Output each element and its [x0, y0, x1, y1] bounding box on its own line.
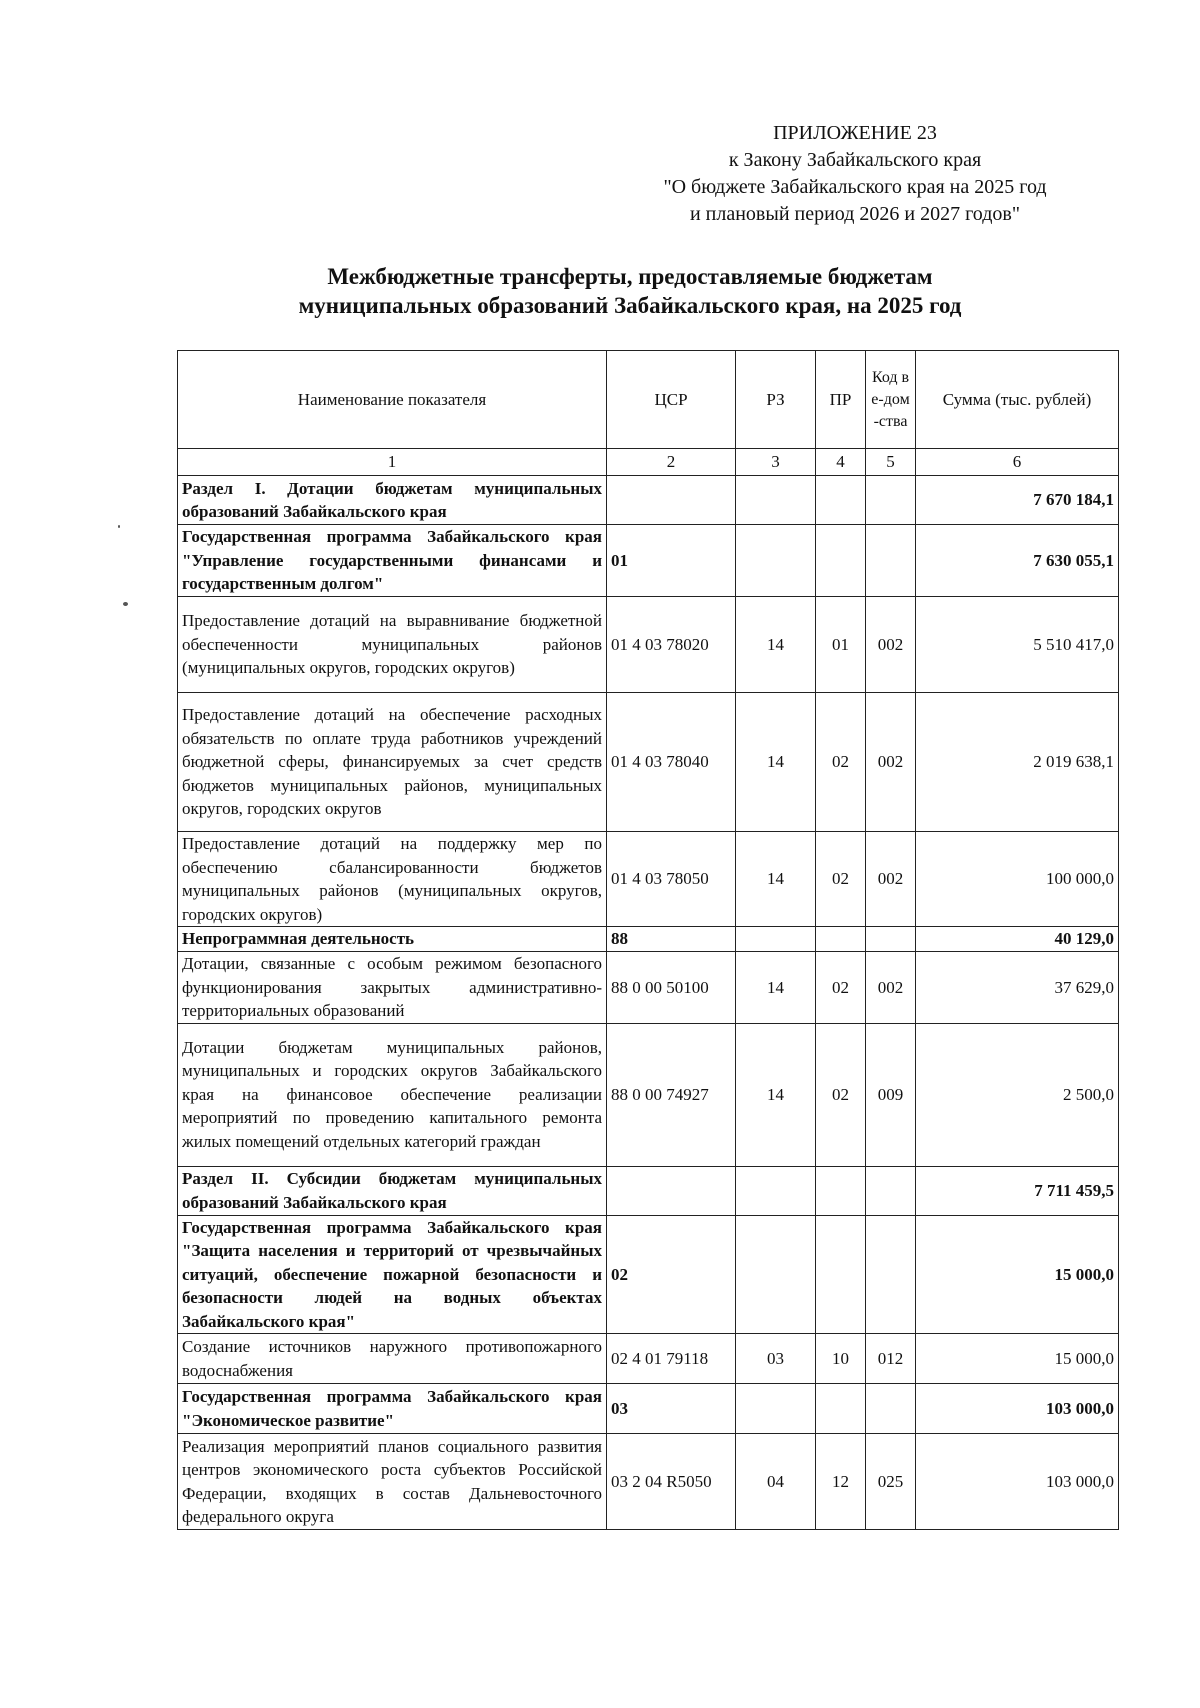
transfers-table: [177, 350, 1119, 1530]
appendix-header: [610, 120, 1100, 228]
row-csr: [607, 1166, 736, 1215]
appendix-law-ref: к Закону Забайкальского края: [728, 149, 982, 171]
row-sum: 5 510 417,0: [916, 597, 1119, 693]
column-number: 5: [866, 449, 916, 476]
row-csr: 88 0 00 50100: [607, 952, 736, 1024]
row-pr: 12: [816, 1434, 866, 1530]
row-sum: 7 711 459,5: [916, 1166, 1119, 1215]
row-name: Дотации, связанные с особым режимом безопасного функционирования закрытых административно-территориальных образований: [178, 952, 607, 1024]
row-rz: 14: [736, 952, 816, 1024]
row-pr: [816, 1215, 866, 1334]
header-department-code-text: Код ве-дом-ства: [871, 368, 910, 430]
column-number: 1: [178, 449, 607, 476]
row-rz: [736, 1384, 816, 1434]
row-name: Создание источников наружного противопожарного водоснабжения: [178, 1334, 607, 1384]
document-title: [200, 262, 1060, 320]
row-pr: [816, 525, 866, 597]
table-header-row: [178, 351, 1119, 449]
row-csr: 03: [607, 1384, 736, 1434]
table-row: [178, 476, 1119, 525]
row-sum: 2 500,0: [916, 1023, 1119, 1166]
column-number: 2: [607, 449, 736, 476]
row-name: Предоставление дотаций на поддержку мер по обеспечению сбалансированности бюджетов муниципальных районов (муниципальных округов, городских округов): [178, 832, 607, 927]
header-csr: ЦСР: [607, 351, 736, 449]
appendix-law-title: "О бюджете Забайкальского края на 2025 год: [663, 176, 1047, 198]
row-pr: 01: [816, 597, 866, 693]
appendix-number: ПРИЛОЖЕНИЕ 23: [773, 122, 937, 144]
table-row: [178, 693, 1119, 832]
header-name: Наименование показателя: [178, 351, 607, 449]
row-csr: [607, 476, 736, 525]
row-pr: 10: [816, 1334, 866, 1384]
row-sum: 37 629,0: [916, 952, 1119, 1024]
row-csr: 02: [607, 1215, 736, 1334]
row-department-code: 002: [866, 597, 916, 693]
appendix-law-period: и плановый период 2026 и 2027 годов": [689, 203, 1021, 225]
row-csr: 01 4 03 78050: [607, 832, 736, 927]
table-row: [178, 832, 1119, 927]
header-sum: Сумма (тыс. рублей): [916, 351, 1119, 449]
column-number-row: [178, 449, 1119, 476]
row-csr: 01 4 03 78020: [607, 597, 736, 693]
row-pr: [816, 1166, 866, 1215]
row-sum: 2 019 638,1: [916, 693, 1119, 832]
row-pr: 02: [816, 1023, 866, 1166]
row-pr: [816, 1384, 866, 1434]
table-row: [178, 525, 1119, 597]
scan-speck: [118, 525, 120, 528]
row-sum: 103 000,0: [916, 1384, 1119, 1434]
row-pr: 02: [816, 952, 866, 1024]
column-number: 3: [736, 449, 816, 476]
row-sum: 100 000,0: [916, 832, 1119, 927]
row-name: Раздел I. Дотации бюджетам муниципальных образований Забайкальского края: [178, 476, 607, 525]
column-number: 4: [816, 449, 866, 476]
row-rz: 03: [736, 1334, 816, 1384]
table-row: [178, 1334, 1119, 1384]
row-department-code: 002: [866, 693, 916, 832]
row-csr: 88: [607, 927, 736, 952]
row-rz: 14: [736, 1023, 816, 1166]
row-sum: 40 129,0: [916, 927, 1119, 952]
row-name: Реализация мероприятий планов социального развития центров экономического роста субъектов Российской Федерации, входящих в состав Дальневосточного федерального округа: [178, 1434, 607, 1530]
row-pr: 02: [816, 693, 866, 832]
row-rz: 14: [736, 693, 816, 832]
row-name: Предоставление дотаций на выравнивание бюджетной обеспеченности муниципальных районов (муниципальных округов, городских округов): [178, 597, 607, 693]
header-pr: ПР: [816, 351, 866, 449]
table-row: [178, 1215, 1119, 1334]
table-row: [178, 597, 1119, 693]
row-department-code: 025: [866, 1434, 916, 1530]
row-name: Государственная программа Забайкальского края "Управление государственными финансами и государственным долгом": [178, 525, 607, 597]
row-pr: [816, 927, 866, 952]
row-csr: 03 2 04 R5050: [607, 1434, 736, 1530]
row-department-code: [866, 1384, 916, 1434]
row-csr: 88 0 00 74927: [607, 1023, 736, 1166]
row-rz: [736, 1166, 816, 1215]
row-name: Предоставление дотаций на обеспечение расходных обязательств по оплате труда работников учреждений бюджетной сферы, финансируемых за счет средств бюджетов муниципальных районов, муниципальных округов, городских округов: [178, 693, 607, 832]
row-department-code: [866, 476, 916, 525]
table-row: [178, 1166, 1119, 1215]
row-sum: 7 630 055,1: [916, 525, 1119, 597]
row-pr: [816, 476, 866, 525]
row-rz: [736, 476, 816, 525]
row-csr: 01 4 03 78040: [607, 693, 736, 832]
table-row: [178, 1023, 1119, 1166]
row-department-code: [866, 525, 916, 597]
row-name: Раздел II. Субсидии бюджетам муниципальных образований Забайкальского края: [178, 1166, 607, 1215]
header-department-code: [866, 351, 916, 449]
row-department-code: 009: [866, 1023, 916, 1166]
table-row: [178, 952, 1119, 1024]
row-sum: 15 000,0: [916, 1215, 1119, 1334]
table-row: [178, 1384, 1119, 1434]
row-department-code: [866, 927, 916, 952]
row-rz: 14: [736, 832, 816, 927]
row-csr: 02 4 01 79118: [607, 1334, 736, 1384]
column-number: 6: [916, 449, 1119, 476]
row-department-code: 002: [866, 832, 916, 927]
row-sum: 103 000,0: [916, 1434, 1119, 1530]
row-rz: 04: [736, 1434, 816, 1530]
row-rz: [736, 1215, 816, 1334]
table-row: [178, 927, 1119, 952]
scan-speck: [123, 602, 128, 606]
table-row: [178, 1434, 1119, 1530]
row-department-code: 002: [866, 952, 916, 1024]
row-department-code: [866, 1166, 916, 1215]
row-name: Непрограммная деятельность: [178, 927, 607, 952]
row-pr: 02: [816, 832, 866, 927]
row-rz: [736, 525, 816, 597]
row-rz: 14: [736, 597, 816, 693]
row-name: Дотации бюджетам муниципальных районов, муниципальных и городских округов Забайкальского края на финансовое обеспечение реализации мероприятий по проведению капитального ремонта жилых помещений отдельных категорий граждан: [178, 1023, 607, 1166]
row-sum: 7 670 184,1: [916, 476, 1119, 525]
row-sum: 15 000,0: [916, 1334, 1119, 1384]
header-rz: РЗ: [736, 351, 816, 449]
row-department-code: 012: [866, 1334, 916, 1384]
row-csr: 01: [607, 525, 736, 597]
document-title-line-1: Межбюджетные трансферты, предоставляемые бюджетам: [327, 264, 933, 289]
document-title-line-2: муниципальных образований Забайкальского края, на 2025 год: [298, 293, 962, 318]
row-department-code: [866, 1215, 916, 1334]
row-name: Государственная программа Забайкальского края "Защита населения и территорий от чрезвычайных ситуаций, обеспечение пожарной безопасности и безопасности людей на водных объектах Забайкальского края": [178, 1215, 607, 1334]
row-name: Государственная программа Забайкальского края "Экономическое развитие": [178, 1384, 607, 1434]
row-rz: [736, 927, 816, 952]
